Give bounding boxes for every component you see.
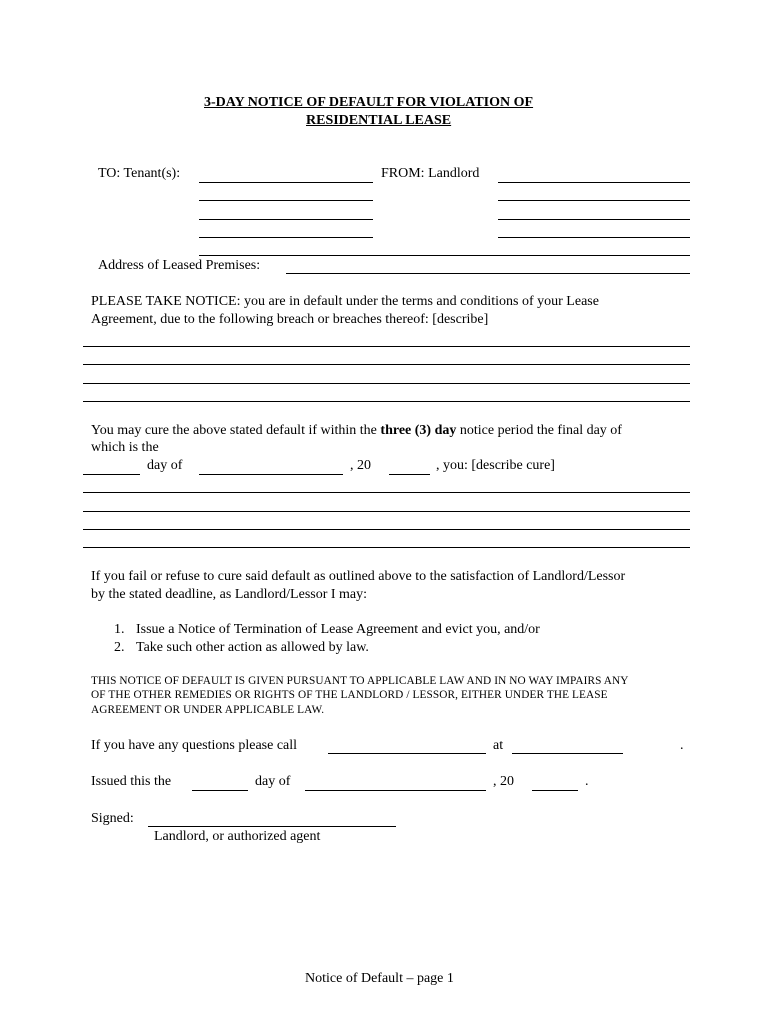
tenant-name-field-2[interactable]: [199, 200, 373, 201]
questions-at-label: at: [493, 738, 504, 753]
contact-phone-field[interactable]: [512, 753, 623, 754]
disclaimer-line-2: OF THE OTHER REMEDIES OR RIGHTS OF THE LANDLORD / LESSOR, EITHER UNDER THE LEASE: [91, 689, 608, 701]
notice-line-1: PLEASE TAKE NOTICE: you are in default under the terms and conditions of your Lease: [91, 294, 599, 309]
signature-caption: Landlord, or authorized agent: [154, 829, 321, 844]
issued-year-field[interactable]: [532, 790, 578, 791]
cure-period-bold: three (3) day: [380, 423, 457, 438]
cure-year-field[interactable]: [389, 474, 430, 475]
cure-description-line-3[interactable]: [83, 529, 690, 530]
tenant-name-field-1[interactable]: [199, 182, 373, 183]
document-title-line-1: 3-DAY NOTICE OF DEFAULT FOR VIOLATION OF: [204, 95, 534, 110]
cure-description-line-4[interactable]: [83, 547, 690, 548]
page-footer: Notice of Default – page 1: [305, 971, 454, 986]
cure-paragraph-line-1: [91, 424, 622, 438]
cure-description-line-2[interactable]: [83, 511, 690, 512]
landlord-name-field-3[interactable]: [498, 219, 690, 220]
cure-year-prefix: , 20: [350, 458, 371, 473]
issued-day-field[interactable]: [192, 790, 248, 791]
document-title-line-2: RESIDENTIAL LEASE: [306, 113, 452, 128]
cure-text-part-1: You may cure the above stated default if within the: [91, 423, 377, 438]
disclaimer-line-1: THIS NOTICE OF DEFAULT IS GIVEN PURSUANT TO APPLICABLE LAW AND IN NO WAY IMPAIRS ANY: [91, 675, 629, 687]
remedy-item-1-number: 1.: [114, 622, 125, 637]
issued-month-field[interactable]: [305, 790, 486, 791]
breach-description-line-1[interactable]: [83, 346, 690, 347]
issued-period: .: [585, 774, 589, 789]
cure-you-label: , you: [describe cure]: [436, 458, 555, 473]
landlord-label: FROM: Landlord: [381, 166, 480, 181]
breach-description-line-4[interactable]: [83, 401, 690, 402]
cure-text-part-2: notice period the final day of: [459, 423, 622, 438]
cure-description-line-1[interactable]: [83, 492, 690, 493]
questions-period: .: [680, 738, 684, 753]
landlord-name-field-2[interactable]: [498, 200, 690, 201]
cure-month-field[interactable]: [199, 474, 343, 475]
disclaimer-line-3: AGREEMENT OR UNDER APPLICABLE LAW.: [91, 704, 325, 716]
address-field-1[interactable]: [199, 255, 690, 256]
breach-description-line-3[interactable]: [83, 383, 690, 384]
landlord-name-field-4[interactable]: [498, 237, 690, 238]
notice-line-2: Agreement, due to the following breach or breaches thereof: [describe]: [91, 312, 489, 327]
breach-description-line-2[interactable]: [83, 364, 690, 365]
signature-field[interactable]: [148, 826, 396, 827]
cure-day-field[interactable]: [83, 474, 140, 475]
issued-label: Issued this the: [91, 774, 172, 789]
tenant-name-field-3[interactable]: [199, 219, 373, 220]
premises-label: Address of Leased Premises:: [98, 258, 261, 273]
issued-year-prefix: , 20: [493, 774, 514, 789]
cure-day-of-label: day of: [147, 458, 183, 473]
remedy-item-1-text: Issue a Notice of Termination of Lease Agreement and evict you, and/or: [136, 622, 540, 637]
cure-paragraph-line-2: which is the: [91, 440, 159, 455]
fail-line-1: If you fail or refuse to cure said default as outlined above to the satisfaction of Landlord/Lessor: [91, 569, 626, 584]
address-field-2[interactable]: [286, 273, 690, 274]
tenant-name-field-4[interactable]: [199, 237, 373, 238]
issued-day-of-label: day of: [255, 774, 291, 789]
fail-line-2: by the stated deadline, as Landlord/Lessor I may:: [91, 587, 368, 602]
landlord-name-field-1[interactable]: [498, 182, 690, 183]
contact-name-field[interactable]: [328, 753, 486, 754]
questions-label: If you have any questions please call: [91, 738, 298, 753]
remedy-item-2-number: 2.: [114, 640, 125, 655]
tenant-label: TO: Tenant(s):: [98, 166, 181, 181]
signed-label: Signed:: [91, 811, 134, 826]
remedy-item-2-text: Take such other action as allowed by law.: [136, 640, 369, 655]
